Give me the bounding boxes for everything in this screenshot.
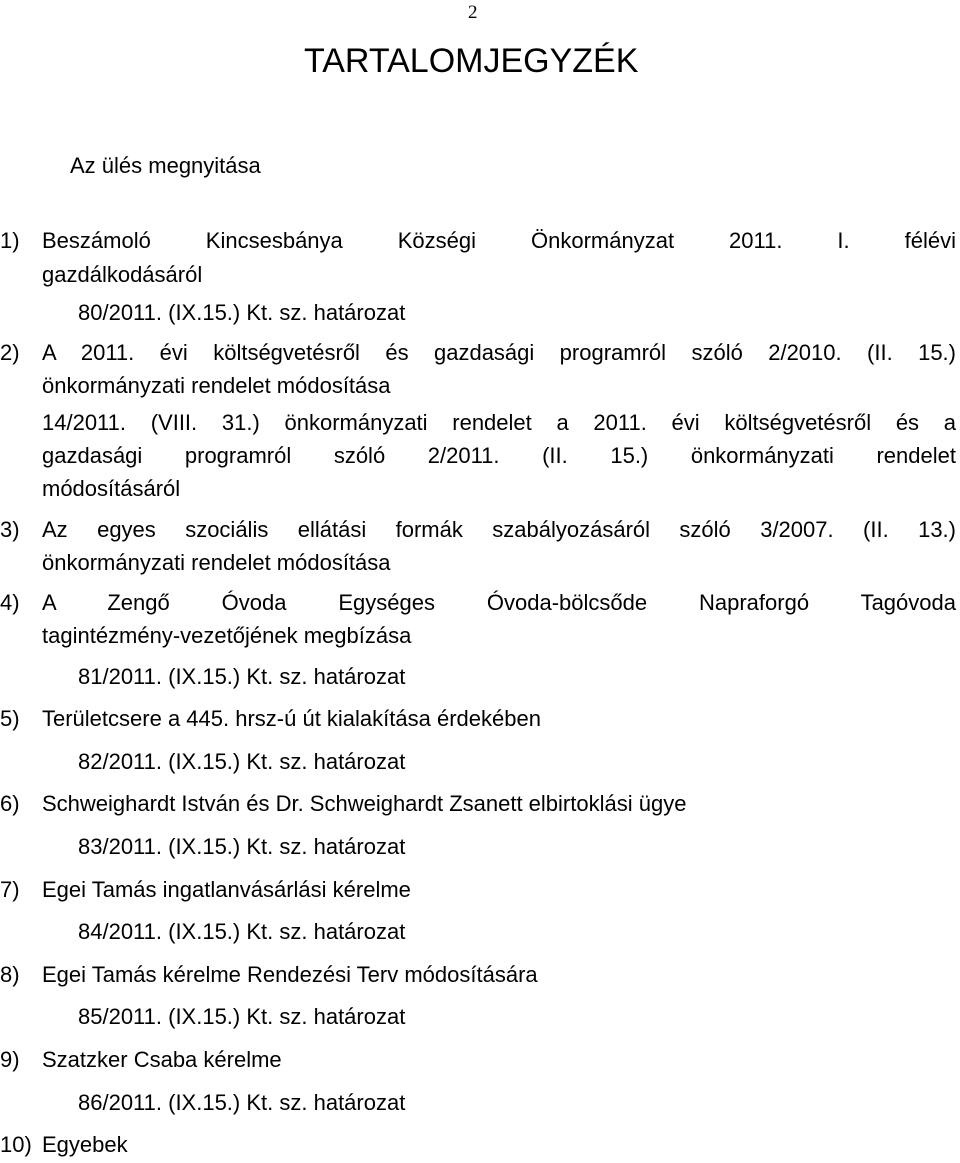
item-number: 7) bbox=[0, 877, 20, 902]
resolution-number: 80/2011. (IX.15.) Kt. sz. határozat bbox=[78, 300, 406, 325]
item-title-line: gazdálkodásáról bbox=[42, 262, 203, 287]
item-number: 6) bbox=[0, 791, 20, 816]
item-title-line: önkormányzati rendelet módosítása bbox=[42, 550, 391, 575]
item-title-line: Szatzker Csaba kérelme bbox=[42, 1047, 282, 1072]
item-title-line: Az egyes szociális ellátási formák szabályozásáról szóló 3/2007. (II. 13.) bbox=[42, 517, 956, 542]
resolution-number: 85/2011. (IX.15.) Kt. sz. határozat bbox=[78, 1004, 406, 1029]
page-title: TARTALOMJEGYZÉK bbox=[304, 42, 639, 80]
decree-line: módosításáról bbox=[42, 476, 181, 501]
item-number: 5) bbox=[0, 706, 20, 731]
item-number: 9) bbox=[0, 1047, 20, 1072]
item-title-line: Egyebek bbox=[42, 1132, 128, 1157]
item-title-line: Schweighardt István és Dr. Schweighardt Zsanett elbirtoklási ügye bbox=[42, 791, 687, 816]
decree-line: 14/2011. (VIII. 31.) önkormányzati rendelet a 2011. évi költségvetésről és a bbox=[42, 410, 956, 435]
resolution-number: 81/2011. (IX.15.) Kt. sz. határozat bbox=[78, 664, 406, 689]
item-title-line: Területcsere a 445. hrsz-ú út kialakítása érdekében bbox=[42, 706, 541, 731]
item-number: 1) bbox=[0, 228, 20, 253]
item-title-line: Egei Tamás kérelme Rendezési Terv módosítására bbox=[42, 962, 538, 987]
resolution-number: 84/2011. (IX.15.) Kt. sz. határozat bbox=[78, 919, 406, 944]
item-number: 10) bbox=[0, 1132, 32, 1157]
resolution-number: 86/2011. (IX.15.) Kt. sz. határozat bbox=[78, 1090, 406, 1115]
item-title-line: Egei Tamás ingatlanvásárlási kérelme bbox=[42, 877, 411, 902]
item-title-line: önkormányzati rendelet módosítása bbox=[42, 373, 391, 398]
page-number: 2 bbox=[468, 2, 478, 23]
item-title-line: A Zengő Óvoda Egységes Óvoda-bölcsőde Napraforgó Tagóvoda bbox=[42, 590, 956, 615]
resolution-number: 82/2011. (IX.15.) Kt. sz. határozat bbox=[78, 749, 406, 774]
item-number: 2) bbox=[0, 340, 20, 365]
item-title-line: tagintézmény-vezetőjének megbízása bbox=[42, 623, 412, 648]
item-number: 8) bbox=[0, 962, 20, 987]
item-title-line: A 2011. évi költségvetésről és gazdasági programról szóló 2/2010. (II. 15.) bbox=[42, 340, 956, 365]
agenda-opening: Az ülés megnyitása bbox=[70, 153, 261, 178]
item-title-line: Beszámoló Kincsesbánya Községi Önkormányzat 2011. I. félévi bbox=[42, 228, 956, 253]
decree-line: gazdasági programról szóló 2/2011. (II. 15.) önkormányzati rendelet bbox=[42, 443, 956, 468]
resolution-number: 83/2011. (IX.15.) Kt. sz. határozat bbox=[78, 834, 406, 859]
item-number: 3) bbox=[0, 517, 20, 542]
item-number: 4) bbox=[0, 590, 20, 615]
